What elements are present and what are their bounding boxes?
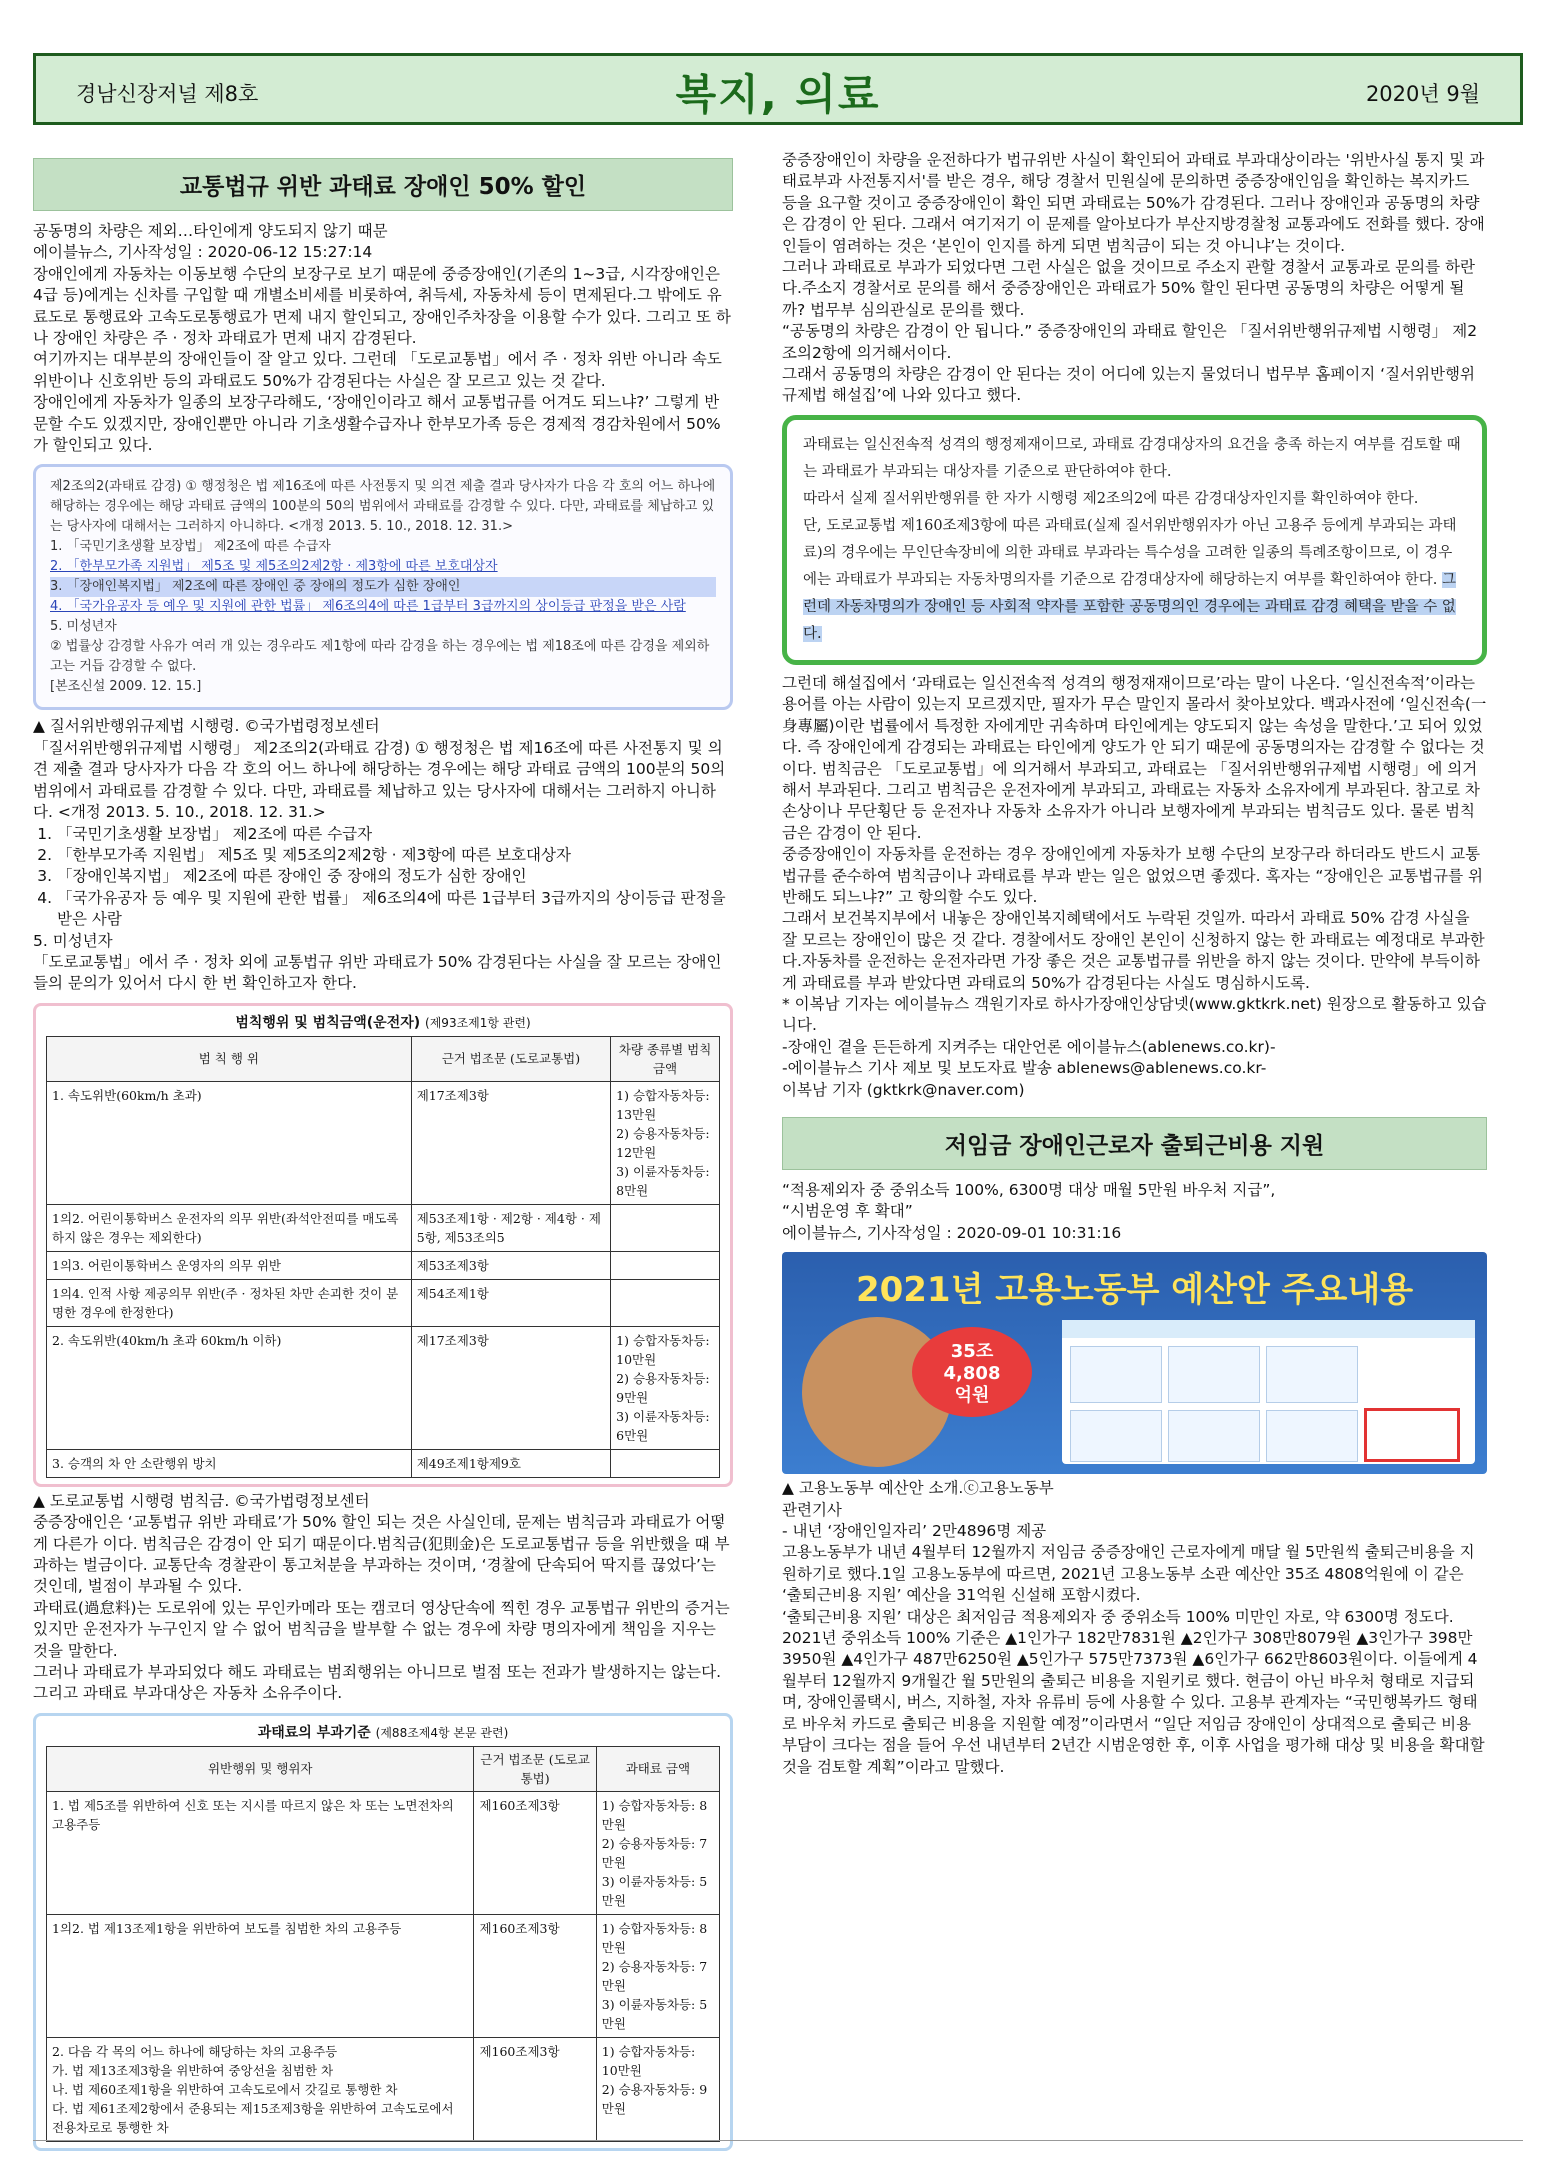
table-header: 근거 법조문 (도로교통법) (411, 1036, 610, 1081)
table-cell: 1) 승합자동차등: 13만원 2) 승용자동차등: 12만원 3) 이륜자동차등: 8만원 (611, 1081, 720, 1204)
author-email: 이복남 기자 (gktkrk@naver.com) (782, 1080, 1025, 1099)
budget-infographic (782, 1252, 1487, 1474)
article-paragraph: 그래서 공동명의 차량은 감경이 안 된다는 것이 어디에 있는지 물었더니 법무부 홈페이지 ‘질서위반행위규제법 해설집’에 나와 있다고 했다. (782, 365, 1475, 405)
excerpt-paragraph: 단, 도로교통법 제160조제3항에 따른 과태료(실제 질서위반행위자가 아닌 고용주 등에게 부과되는 과태료)의 경우에는 무인단속장비에 의한 과태료 부과라는 특수성을 고려한 일종의 특례조항이므로, 이 경우에는 과태료가 부과되는 자동차명의자를 기준으로 감경대상자에 해당하는지 여부를 확인하여야 한다. 그런데 자동차명의가 장애인 등 사회적 약자를 포함한 공동명의인 경우에는 과태료 감경 혜택을 받을 수 없다. (803, 517, 1457, 642)
law-excerpt-item: 1. 「국민기초생활 보장법」 제2조에 따른 수급자 (50, 539, 331, 555)
panel-header-bar (1062, 1320, 1475, 1338)
guidebook-excerpt-image (782, 415, 1487, 665)
table-cell: 1) 승합자동차등: 10만원 2) 승용자동차등: 9만원 (596, 2037, 719, 2141)
article-title: 저임금 장애인근로자 출퇴근비용 지원 (782, 1117, 1487, 1170)
table-cell: 1의4. 인적 사항 제공의무 위반(주 · 정차된 차만 손괴한 것이 분명한 경우에 한정한다) (47, 1279, 412, 1326)
table-row (47, 1914, 720, 2037)
table-title: 과태료의 부과기준 (제88조제4항 본문 관련) (257, 1724, 509, 1741)
article-paragraph: 장애인에게 자동차가 일종의 보장구라해도, ‘장애인이라고 해서 교통법규를 어겨도 되느냐?’ 그렇게 반문할 수도 있겠지만, 장애인뿐만 아니라 기초생활수급자나 한부모가족 등은 경제적 경감차원에서 50%가 할인되고 있다. (33, 393, 721, 455)
table-cell: 제160조제3항 (474, 1914, 596, 2037)
table-header: 근거 법조문 (도로교통법) (474, 1746, 596, 1791)
journal-issue: 경남신장저널 제8호 (76, 82, 259, 106)
fine-table-image (33, 1003, 733, 1487)
article-subtitle: “시범운영 후 확대” (782, 1202, 913, 1221)
law-excerpt-item: 2. 「한부모가족 지원법」 제5조 및 제5조의2제2항 · 제3항에 따른 보호대상자 (50, 559, 498, 575)
table-cell: 제54조제1항 (411, 1279, 610, 1326)
article-paragraph: 중증장애인이 차량을 운전하다가 법규위반 사실이 확인되어 과태료 부과대상이라는 '위반사실 통지 및 과태료부과 사전통지서'를 받은 경우, 해당 경찰서 민원실에 문의하면 중증장애인임을 확인하는 복지카드 등을 요구할 것이고 중증장애인이 확인 되면 과태료는 50%가 감경된다. 그러나 장애인과 공동명의 차량은 감경이 안 된다. 그래서 여기저기 이 문제를 알아보다가 부산지방경찰청 교통과에도 전화를 했다. 장애인들이 염려하는 것은 ‘본인이 인지를 하게 되면 범칙금이 되는 것 아니냐’는 것이다. (782, 151, 1485, 255)
article-paragraph: 「질서위반행위규제법 시행령」 제2조의2(과태료 감경) ① 행정청은 법 제16조에 따른 사전통지 및 의견 제출 결과 당사자가 다음 각 호의 어느 하나에 해당하는 경우에는 해당 과태료 금액의 100분의 50의 범위에서 과태료를 감경할 수 있다. 다만, 과태료를 체납하고 있는 당사자에 대해서는 그러하지 아니하다. <개정 2013. 5. 10., 2018. 12. 31.> (33, 738, 726, 822)
penalty-table-image (33, 1713, 733, 2151)
table-row (47, 1204, 720, 1251)
law-excerpt-item: 5. 미성년자 (50, 619, 117, 635)
right-column (782, 150, 1487, 1778)
table-cell: 1. 속도위반(60km/h 초과) (47, 1081, 412, 1204)
excerpt-highlight: 그런데 자동차명의가 장애인 등 사회적 약자를 포함한 공동명의인 경우에는 과태료 감경 혜택을 받을 수 없다. (803, 571, 1457, 642)
article-subtitle: “적용제외자 중 중위소득 100%, 6300명 대상 매월 5만원 바우처 지급”, (782, 1181, 1276, 1199)
table-header: 과태료 금액 (596, 1746, 719, 1791)
table-cell: 1의2. 법 제13조제1항을 위반하여 보도를 침범한 차의 고용주등 (47, 1914, 474, 2037)
article-paragraph: 2021년 중위소득 100% 기준은 ▲1인가구 182만7831원 ▲2인가구 308만8079원 ▲3인가구 398만3950원 ▲4인가구 487만6250원 ▲5인가구 575만7373원 ▲6인가구 662만8603원이다. 이들에게 4월부터 12월까지 9개월간 월 5만원의 출퇴근 비용을 지원키로 했다. 현금이 아닌 바우처 형태로 지급되며, 장애인콜택시, 버스, 지하철, 자차 유류비 등에 사용할 수 있다. 고용부 관계자는 “국민행복카드 형태로 바우처 카드로 출퇴근 비용을 지원할 예정”이라면서 “일단 저임금 장애인이 상대적으로 출퇴근 비용 부담이 크다는 점을 들어 우선 내년부터 2년간 시범운영한 후, 이후 사업을 평가해 대상 및 비용을 확대할 것을 검토할 계획”이라고 말했다. (782, 1629, 1485, 1776)
table-header: 위반행위 및 행위자 (47, 1746, 474, 1791)
table-cell: 1의2. 어린이통학버스 운전자의 의무 위반(좌석안전띠를 매도록 하지 않은 경우는 제외한다) (47, 1204, 412, 1251)
fine-table (46, 1036, 720, 1478)
article-paragraph: 장애인에게 자동차는 이동보행 수단의 보장구로 보기 때문에 중증장애인(기존의 1~3급, 시각장애인은 4급 등)에게는 신차를 구입할 때 개별소비세를 비롯하여, 취득세, 자동차세 등이 면제된다.그 밖에도 유료도로 통행료와 고속도로통행료가 면제 내지 할인되고, 장애인주차장을 이용할 수가 있다. 그리고 또 하나 장애인 차량은 주 · 정차 과태료가 면제 내지 감경된다. (33, 264, 731, 348)
article-paragraph: “공동명의 차량은 감경이 안 됩니다.” 중증장애인의 과태료 할인은 「질서위반행위규제법 시행령」 제2조의2항에 의거해서이다. (782, 322, 1478, 362)
table-cell: 3. 승객의 차 안 소란행위 방치 (47, 1449, 412, 1477)
table-cell: 1의3. 어린이통학버스 운영자의 의무 위반 (47, 1251, 412, 1279)
law-excerpt-item: ② 법률상 감경할 사유가 여러 개 있는 경우라도 제1항에 따라 감경을 하는 경우에는 법 제18조에 따른 감경을 제외하고는 거듭 감경할 수 없다. (50, 639, 710, 675)
table-cell (611, 1279, 720, 1326)
issue-date: 2020년 9월 (1365, 82, 1480, 106)
penalty-table (46, 1746, 720, 2142)
law-excerpt-image (33, 464, 733, 710)
related-label: 관련기사 (782, 1500, 842, 1519)
excerpt-paragraph: 따라서 실제 질서위반행위를 한 자가 시행령 제2조의2에 따른 감경대상자인지를 확인하여야 한다. (803, 490, 1419, 507)
article-paragraph: 그래서 보건복지부에서 내놓은 장애인복지혜택에서도 누락된 것일까. 따라서 과태료 50% 감경 사실을 잘 모르는 장애인이 많은 것 같다. 경찰에서도 장애인 본인이 신청하지 않는 한 과태료는 예정대로 부과한다.자동차를 운전하는 운전자라면 가장 좋은 것은 교통법규를 위반을 하지 않는 것이다. 만약에 부득이하게 과태료를 부과 받았다면 과태료의 50%가 감경된다는 사실도 명심하시도록. (782, 909, 1485, 992)
table-row (47, 1326, 720, 1449)
article-paragraph: 그러나 과태료로 부과가 되었다면 그런 사실은 없을 것이므로 주소지 관할 경찰서 교통과로 문의를 하란다.주소지 경찰서로 문의를 해서 중증장애인은 과태료가 50% 할인 된다면 공동명의 차량은 어떻게 될까? 법무부 심의관실로 문의를 했다. (782, 258, 1475, 319)
table-header: 차량 종류별 범칙금액 (611, 1036, 720, 1081)
table-cell (611, 1204, 720, 1251)
list-item: 4. 「국가유공자 등 예우 및 지원에 관한 법률」 제6조의4에 따른 1급부터 3급까지의 상이등급 판정을 받은 사람 (57, 888, 733, 931)
article-paragraph: 중증장애인이 자동차를 운전하는 경우 장애인에게 자동차가 보행 수단의 보장구라 하더라도 반드시 교통법규를 준수하여 범칙금이나 과태료를 부과 받는 일은 없었으면 좋겠다. 혹자는 “장애인은 교통법규를 위반해도 되느냐?” 고 항의할 수도 있다. (782, 845, 1483, 906)
law-excerpt-item-highlighted: 3. 「장애인복지법」 제2조에 따른 장애인 중 장애의 정도가 심한 장애인 (50, 577, 716, 597)
table-row (47, 1449, 720, 1477)
article-paragraph: 「도로교통법」에서 주 · 정차 외에 교통법규 위반 과태료가 50% 감경된다는 사실을 잘 모르는 장애인들의 문의가 있어서 다시 한 번 확인하고자 한다. (33, 952, 722, 993)
article-paragraph: 5. 미성년자 (33, 931, 113, 950)
panel-cell (1266, 1410, 1358, 1462)
table-cell: 1. 법 제5조를 위반하여 신호 또는 지시를 따르지 않은 차 또는 노면전차의 고용주등 (47, 1791, 474, 1914)
law-excerpt-item: 4. 「국가유공자 등 예우 및 지원에 관한 법률」 제6조의4에 따른 1급부터 3급까지의 상이등급 판정을 받은 사람 (50, 599, 686, 615)
excerpt-paragraph: 과태료는 일신전속적 성격의 행정제재이므로, 과태료 감경대상자의 요건을 충족 하는지 여부를 검토할 때는 과태료가 부과되는 대상자를 기준으로 판단하여야 한다. (803, 436, 1461, 480)
left-column (33, 150, 733, 2155)
table-cell: 제53조제1항 · 제2항 · 제4항 · 제5항, 제53조의5 (411, 1204, 610, 1251)
page-header (33, 53, 1523, 125)
panel-cell (1266, 1346, 1358, 1403)
publisher-contact: -에이블뉴스 기사 제보 및 보도자료 발송 ablenews@ablenews.co.kr- (782, 1059, 1267, 1078)
budget-badge: 35조 4,808 억원 (912, 1327, 1032, 1417)
table-cell: 1) 승합자동차등: 10만원 2) 승용자동차등: 9만원 3) 이륜자동차등: 6만원 (611, 1326, 720, 1449)
table-cell: 제160조제3항 (474, 2037, 596, 2141)
infographic-panel (1062, 1320, 1475, 1464)
table-row (47, 1081, 720, 1204)
table-cell: 2. 속도위반(40km/h 초과 60km/h 이하) (47, 1326, 412, 1449)
table-cell: 1) 승합자동차등: 8만원 2) 승용자동차등: 7만원 3) 이륜자동차등: 5만원 (596, 1914, 719, 2037)
article-paragraph: 중증장애인은 ‘교통법규 위반 과태료’가 50% 할인 되는 것은 사실인데, 문제는 범칙금과 과태료가 어떻게 다른가 이다. 범칙금은 감경이 안 되기 때문이다.범칙금(犯則金)은 도로교통법규 등을 위반했을 때 부과하는 벌금이다. 교통단속 경찰관이 통고처분을 부과하는 것이며, ‘경찰에 단속되어 딱지를 끊었다’는 것인데, 벌점이 부과될 수 있다. (33, 1513, 730, 1596)
panel-cell (1168, 1410, 1260, 1462)
image-caption: ▲ 도로교통법 시행령 범칙금. ©국가법령정보센터 (33, 1491, 370, 1510)
list-item: 1. 「국민기초생활 보장법」 제2조에 따른 수급자 (57, 824, 733, 845)
article-paragraph: 그런데 해설집에서 ‘과태료는 일신전속적 성격의 행정재재이므로’라는 말이 나온다. ‘일신전속적’이라는 용어를 아는 사람이 있는지 모르겠지만, 필자가 무슨 말인지 몰라서 찾아보았다. 백과사전에 ‘일신전속(一身專屬)이란 법률에서 특정한 자에게만 귀속하며 타인에게는 양도되지 않는 속성을 말한다.’고 되어 있었다. 즉 장애인에게 감경되는 과태료는 타인에게 양도가 안 되기 때문에 공동명의자는 감경할 수 없다는 것이다. 범칙금은 「도로교통법」에 의거해서 부과되고, 과태료는 「질서위반행위규제법 시행령」에 의거해서 부과된다. 그리고 범칙금은 운전자에게 부과되고, 과태료는 자동차 소유자에게 부과된다. 참고로 차 손상이나 무단횡단 등 운전자나 자동차 소유자가 아니라 보행자에게 부과되는 범칙금도 있다. 물론 범칙금은 감경이 안 된다. (782, 673, 1487, 842)
panel-cell (1168, 1346, 1260, 1403)
table-cell: 제49조제1항제9호 (411, 1449, 610, 1477)
section-title: 복지, 의료 (675, 70, 881, 119)
author-note: * 이복남 기자는 에이블뉴스 객원기자로 하사가장애인상담넷(www.gktkrk.net) 원장으로 활동하고 있습니다. (782, 994, 1487, 1035)
publisher-slogan: -장애인 곁을 든든하게 지켜주는 대안언론 에이블뉴스(ablenews.co.kr)- (782, 1037, 1276, 1056)
table-row (47, 2037, 720, 2141)
article-paragraph: ‘출퇴근비용 지원’ 대상은 최저임금 적용제외자 중 중위소득 100% 미만인 자로, 약 6300명 정도다. (782, 1607, 1454, 1626)
list-item: 3. 「장애인복지법」 제2조에 따른 장애인 중 장애의 정도가 심한 장애인 (57, 866, 733, 887)
image-caption: ▲ 고용노동부 예산안 소개.ⓒ고용노동부 (782, 1479, 1054, 1498)
article-byline: 에이블뉴스, 기사작성일 : 2020-06-12 15:27:14 (33, 243, 373, 262)
list-item: 2. 「한부모가족 지원법」 제5조 및 제5조의2제2항 · 제3항에 따른 보호대상자 (57, 845, 733, 866)
table-cell: 제17조제3항 (411, 1326, 610, 1449)
table-row (47, 1251, 720, 1279)
article-byline: 에이블뉴스, 기사작성일 : 2020-09-01 10:31:16 (782, 1223, 1122, 1242)
panel-cell (1070, 1346, 1162, 1403)
table-cell: 2. 다음 각 목의 어느 하나에 해당하는 차의 고용주등 가. 법 제13조제3항을 위반하여 중앙선을 침범한 차 나. 법 제60조제1항을 위반하여 고속도로에서 갓길로 통행한 차 다. 법 제61조제2항에서 준용되는 제15조제3항을 위반하여 고속도로에서 전용차로로 통행한 차 (47, 2037, 474, 2141)
table-row (47, 1791, 720, 1914)
article-paragraph: 과태료(過怠料)는 도로위에 있는 무인카메라 또는 캠코더 영상단속에 찍힌 경우 교통법규 위반의 증거는 있지만 운전자가 누구인지 알 수 없어 범칙금을 발부할 수 없는 경우에 차량 명의자에게 책임을 지우는 것을 말한다. (33, 1598, 730, 1660)
article-subtitle: 공동명의 차량은 제외…타인에게 양도되지 않기 때문 (33, 222, 388, 240)
table-header: 범 칙 행 위 (47, 1036, 412, 1081)
highlight-box (1364, 1408, 1460, 1462)
article-paragraph: 그러나 과태료가 부과되었다 해도 과태료는 범죄행위는 아니므로 벌점 또는 전과가 발생하지는 않는다. 그리고 과태료 부과대상은 자동차 소유주이다. (33, 1663, 721, 1703)
table-cell (611, 1449, 720, 1477)
image-caption: ▲ 질서위반행위규제법 시행령. ©국가법령정보센터 (33, 717, 380, 736)
law-excerpt-intro: 제2조의2(과태료 감경) ① 행정청은 법 제16조에 따른 사전통지 및 의견 제출 결과 당사자가 다음 각 호의 어느 하나에 해당하는 경우에는 해당 과태료 금액의 100분의 50의 범위에서 과태료를 감경할 수 있다. 다만, 과태료를 체납하고 있는 당사자에 대해서는 그러하지 아니하다. <개정 2013. 5. 10., 2018. 12. 31.> (50, 479, 716, 535)
table-row (47, 1279, 720, 1326)
footer-divider (33, 2140, 1523, 2141)
related-article-link[interactable]: - 내년 ‘장애인일자리’ 2만4896명 제공 (782, 1522, 1047, 1541)
table-title: 범칙행위 및 범칙금액(운전자) (제93조제1항 관련) (235, 1014, 531, 1031)
table-cell: 제53조제3항 (411, 1251, 610, 1279)
article-paragraph: 여기까지는 대부분의 장애인들이 잘 알고 있다. 그런데 「도로교통법」에서 주 · 정차 위반 아니라 속도위반이나 신호위반 등의 과태료도 50%가 감경된다는 사실은 잘 모르고 있는 것 같다. (33, 350, 722, 390)
article-title: 교통법규 위반 과태료 장애인 50% 할인 (33, 158, 733, 211)
table-cell: 제17조제3항 (411, 1081, 610, 1204)
table-cell: 1) 승합자동차등: 8만원 2) 승용자동차등: 7만원 3) 이륜자동차등: 5만원 (596, 1791, 719, 1914)
infographic-title: 2021년 고용노동부 예산안 주요내용 (855, 1270, 1414, 1311)
article-paragraph: 고용노동부가 내년 4월부터 12월까지 저임금 중증장애인 근로자에게 매달 월 5만원씩 출퇴근비용을 지원하기로 했다.1일 고용노동부에 따르면, 2021년 고용노동부 소관 예산안 35조 4808억원에 이 같은 ‘출퇴근비용 지원’ 예산을 31억원 신설해 포함시켰다. (782, 1543, 1475, 1605)
panel-cell (1070, 1410, 1162, 1462)
table-cell (611, 1251, 720, 1279)
table-cell: 제160조제3항 (474, 1791, 596, 1914)
law-excerpt-item: [본조신설 2009. 12. 15.] (50, 679, 202, 695)
eligibility-list (33, 824, 733, 931)
